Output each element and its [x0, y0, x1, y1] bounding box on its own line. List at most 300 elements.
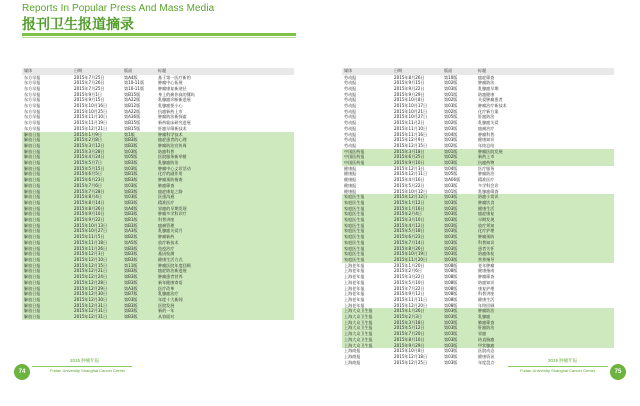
cell-title: 年终总结: [476, 143, 614, 149]
cell-title: 医疗服务: [476, 166, 614, 172]
cell-title: 新药临床研究进展: [156, 120, 294, 126]
cell-media: 解放日报: [22, 240, 72, 246]
cell-title: 抗癌药物: [476, 160, 614, 166]
cell-page: 第03版: [442, 200, 476, 206]
cell-page: 第B3版: [122, 274, 156, 280]
cell-title: 科普讲座: [156, 217, 294, 223]
cell-title: 肺癌筛查: [476, 320, 614, 326]
cell-title: 肿瘤医院发展: [476, 149, 614, 155]
cell-date: 2015年8月4日: [72, 194, 122, 200]
cell-page: 第10版: [442, 75, 476, 81]
cell-title: 乳腺癌早期: [476, 86, 614, 92]
cell-page: 第B3版: [122, 251, 156, 257]
cell-title: 乳腺癌要小心: [156, 103, 294, 109]
cell-title: 康复护理: [476, 286, 614, 292]
cell-date: 2015年1月16日: [392, 206, 442, 212]
cell-title: 医患沟通: [156, 194, 294, 200]
cell-title: 医疗改革: [156, 286, 294, 292]
cell-media: 上海老年报: [342, 291, 392, 297]
cell-date: 2015年12月15日: [72, 263, 122, 269]
cell-media: 解放日报: [22, 211, 72, 217]
cell-media: 健康报: [342, 166, 392, 172]
cell-title: 科普知识: [476, 240, 614, 246]
cell-date: 2015年9月12日: [392, 291, 442, 297]
cell-page: 第A4版: [122, 75, 156, 81]
cell-page: 第A22版: [122, 97, 156, 103]
cell-date: 2015年7月20日: [392, 331, 442, 337]
cell-title: 健康生活方式: [156, 257, 294, 263]
cell-media: 家庭医生报: [342, 240, 392, 246]
cell-page: 第B7版: [122, 291, 156, 297]
cell-page: 第05版: [122, 154, 156, 160]
cell-title: 精准医疗: [476, 177, 614, 183]
cell-page: 第08版: [442, 286, 476, 292]
cell-title: 健康资讯: [476, 354, 614, 360]
cell-date: 2015年8月26日: [392, 246, 442, 252]
cell-page: 第03版: [442, 103, 476, 109]
cell-title: 健康生活: [476, 206, 614, 212]
cell-date: 2015年9月1日: [72, 92, 122, 98]
cell-date: 2015年7月22日: [392, 286, 442, 292]
cell-date: 2015年5月18日: [392, 228, 442, 234]
cell-date: 2015年3月28日: [72, 149, 122, 155]
cell-media: 劳动报: [342, 137, 392, 143]
cell-title: 肿瘤防治: [476, 171, 614, 177]
cell-page: 第B15版: [122, 120, 156, 126]
cell-title: 癌痛管理: [156, 223, 294, 229]
cell-date: 2015年8月14日: [72, 200, 122, 206]
cell-page: 第02版: [442, 143, 476, 149]
cell-media: 健康报: [342, 189, 392, 195]
cell-media: 解放日报: [22, 217, 72, 223]
cell-date: 2015年9月29日: [392, 343, 442, 349]
cell-media: 上海老年报: [342, 303, 392, 309]
column-page: 版面: [122, 68, 156, 75]
cell-media: 解放日报: [22, 286, 72, 292]
cell-title: 肺癌筛查: [156, 183, 294, 189]
cell-title: 健康生活: [476, 297, 614, 303]
cell-media: 解放日报: [22, 223, 72, 229]
cell-media: 劳动报: [342, 143, 392, 149]
cell-date: 2015年8月26日: [392, 75, 442, 81]
cell-date: 2015年9月22日: [72, 217, 122, 223]
cell-title: 健康指南: [476, 268, 614, 274]
cell-page: 第04版: [442, 166, 476, 172]
cell-title: 肿瘤饮食: [476, 200, 614, 206]
header-title-zh: 报刊卫生报道摘录: [22, 17, 134, 33]
cell-title: 科普讲座: [476, 291, 614, 297]
cell-page: 第11版: [122, 263, 156, 269]
cell-title: 免疫治疗: [156, 246, 294, 252]
cell-page: 第03版: [122, 166, 156, 172]
cell-media: 上海大众卫生报: [342, 337, 392, 343]
cell-media: 东方早报: [22, 80, 72, 86]
cell-date: 2015年12月3日: [72, 251, 122, 257]
cell-title: 防癌知识: [476, 280, 614, 286]
cell-media: 中国医药报: [342, 149, 392, 155]
cell-page: 第B3版: [122, 137, 156, 143]
cell-page: 第03版: [442, 331, 476, 337]
cell-media: 解放日报: [22, 263, 72, 269]
cell-media: 上海大众卫生报: [342, 314, 392, 320]
cell-page: 第02版: [442, 154, 476, 160]
cell-page: 第B3版: [122, 200, 156, 206]
cell-date: 2015年11月16日: [392, 132, 442, 138]
cell-title: 胃癌: [476, 331, 614, 337]
cell-title: 放疗新技术: [156, 240, 294, 246]
cell-media: 上海大众卫生报: [342, 325, 392, 331]
cell-media: 东方早报: [22, 109, 72, 115]
left-media-table: [22, 68, 294, 320]
cell-date: 2015年8月10日: [392, 337, 442, 343]
cell-title: 肿瘤防治: [476, 80, 614, 86]
cell-media: 解放日报: [22, 154, 72, 160]
cell-page: 第03版: [442, 217, 476, 223]
cell-title: 老年肿瘤: [476, 263, 614, 269]
cell-media: 上海老年报: [342, 297, 392, 303]
cell-date: 2015年12月11日: [392, 171, 442, 177]
cell-media: 劳动报: [342, 132, 392, 138]
cell-page: 第03版: [442, 251, 476, 257]
cell-date: 2015年12月31日: [72, 314, 122, 320]
cell-page: 第08版: [442, 280, 476, 286]
cell-date: 2015年9月10日: [392, 160, 442, 166]
cell-title: 身上的痛你真的懂吗: [156, 92, 294, 98]
cell-date: 2015年10月25日: [72, 109, 122, 115]
cell-title: 癌症康复之路: [156, 189, 294, 195]
cell-page: 第01版: [442, 149, 476, 155]
cell-media: 解放日报: [22, 143, 72, 149]
cell-media: 上海商报: [342, 354, 392, 360]
cell-page: 第B3版: [122, 189, 156, 195]
cell-title: 肿瘤科普: [476, 132, 614, 138]
cell-title: 癌症防治新进展: [156, 268, 294, 274]
cell-media: 东方早报: [22, 86, 72, 92]
cell-page: 第02版: [442, 97, 476, 103]
cell-media: 东方早报: [22, 126, 72, 132]
cell-page: 第10-11版: [122, 80, 156, 86]
cell-media: 家庭医生报: [342, 206, 392, 212]
cell-page: 第03版: [442, 160, 476, 166]
cell-media: 上海大众卫生报: [342, 343, 392, 349]
cell-media: 解放日报: [22, 228, 72, 234]
cell-date: 2015年10月17日: [392, 103, 442, 109]
left-footer-center: Fudan University Shanghai Cancer Center: [50, 368, 126, 373]
cell-page: 第03版: [442, 360, 476, 366]
cell-page: 第A3版: [122, 228, 156, 234]
cell-date: 2015年6月25日: [392, 154, 442, 160]
cell-media: 东方早报: [22, 97, 72, 103]
cell-title: 癌症患者的心理: [156, 137, 294, 143]
cell-date: 2015年10月27日: [392, 114, 442, 120]
cell-media: 解放日报: [22, 137, 72, 143]
cell-date: 2015年4月12日: [392, 223, 442, 229]
column-title: 标题: [476, 68, 614, 75]
cell-date: 2015年1月20日: [392, 263, 442, 269]
cell-page: 第B3版: [122, 160, 156, 166]
cell-title: 基于第一医疗新的: [156, 75, 294, 81]
cell-page: 第01版: [442, 189, 476, 195]
cell-media: 家庭医生报: [342, 234, 392, 240]
cell-page: 第B3版: [122, 211, 156, 217]
cell-media: 上海商报: [342, 348, 392, 354]
cell-title: 化疗护理: [476, 228, 614, 234]
cell-title: 医院服务新举措: [156, 154, 294, 160]
cell-media: 解放日报: [22, 246, 72, 252]
cell-date: 2015年11月26日: [72, 246, 122, 252]
cell-media: 劳动报: [342, 114, 392, 120]
cell-page: 第B2版: [122, 234, 156, 240]
cell-media: 家庭医生报: [342, 251, 392, 257]
cell-title: 肿瘤患者营养: [156, 274, 294, 280]
column-media: 媒体: [342, 68, 392, 75]
cell-page: 第03版: [442, 240, 476, 246]
right-footer-rule: [508, 366, 608, 367]
cell-title: 肿瘤预防指南: [156, 177, 294, 183]
cell-page: 第B3版: [122, 177, 156, 183]
cell-date: 2015年12月31日: [72, 308, 122, 314]
cell-title: 精准医疗: [156, 200, 294, 206]
cell-title: 乳腺癌关爱: [476, 120, 614, 126]
cell-page: 第B3版: [122, 268, 156, 274]
cell-media: 解放日报: [22, 308, 72, 314]
cell-media: 解放日报: [22, 280, 72, 286]
cell-page: 第03版: [442, 126, 476, 132]
cell-media: 解放日报: [22, 183, 72, 189]
cell-media: 劳动报: [342, 80, 392, 86]
cell-page: 第B3版: [122, 308, 156, 314]
cell-date: 2015年12月31日: [72, 303, 122, 309]
cell-date: 2015年7月6日: [72, 183, 122, 189]
cell-date: 2015年12月15日: [392, 143, 442, 149]
cell-title: 肿瘤医院年度回顾: [156, 263, 294, 269]
cell-title: 癌痛治疗: [476, 126, 614, 132]
cell-date: 2015年12月28日: [72, 280, 122, 286]
cell-title: 防癌小常识: [476, 194, 614, 200]
cell-title: 基因检测: [156, 251, 294, 257]
column-page: 版面: [442, 68, 476, 75]
cell-media: 解放日报: [22, 268, 72, 274]
cell-page: 第08版: [442, 297, 476, 303]
cell-date: 2015年12月24日: [72, 274, 122, 280]
cell-date: 2015年5月15日: [72, 166, 122, 172]
cell-media: 解放日报: [22, 132, 72, 138]
cell-date: 2015年9月10日: [72, 211, 122, 217]
cell-title: 乳腺癌诊断新进展: [156, 97, 294, 103]
cell-title: 肿瘤科学技术: [156, 132, 294, 138]
cell-date: 2015年11月2日: [392, 120, 442, 126]
cell-date: 2015年3月12日: [72, 143, 122, 149]
cell-media: 劳动报: [342, 120, 392, 126]
cell-page: 第03版: [442, 320, 476, 326]
cell-page: 第08版: [442, 263, 476, 269]
cell-media: 上海老年报: [342, 263, 392, 269]
cell-page: 第08版: [442, 303, 476, 309]
header-title-en: Reports In Popular Press And Mass Media: [22, 3, 215, 14]
cell-date: 2015年12月25日: [392, 360, 442, 366]
cell-page: 第A22版: [122, 109, 156, 115]
cell-page: 第08版: [442, 274, 476, 280]
cell-media: 上海商报: [342, 360, 392, 366]
cell-media: 解放日报: [22, 166, 72, 172]
cell-media: 健康报: [342, 177, 392, 183]
cell-title: 肝癌防治: [476, 114, 614, 120]
cell-date: 2015年3月22日: [392, 274, 442, 280]
cell-page: 第B3版: [122, 223, 156, 229]
cell-page: 第A4版: [122, 206, 156, 212]
cell-media: 上海老年报: [342, 268, 392, 274]
cell-media: 劳动报: [342, 97, 392, 103]
right-footer-year: 2015 肿瘤年报: [548, 358, 578, 363]
cell-title: 关爱肿瘤患者: [476, 97, 614, 103]
cell-date: 2015年12月9日: [392, 137, 442, 143]
cell-title: 年度盘点: [476, 360, 614, 366]
cell-page: 第A06版: [442, 177, 476, 183]
column-date: 日期: [72, 68, 122, 75]
right-footer-center: Fudan University Shanghai Cancer Center: [520, 368, 596, 373]
cell-title: 肝癌防治: [476, 325, 614, 331]
cell-title: 医院发展: [156, 303, 294, 309]
cell-date: 2015年1月12日: [392, 200, 442, 206]
cell-date: 2015年2月4日: [392, 211, 442, 217]
cell-title: 肿瘤防治: [476, 308, 614, 314]
cell-page: 第08版: [442, 291, 476, 297]
cell-title: 肿瘤新药: [156, 234, 294, 240]
cell-date: 2015年11月20日: [392, 257, 442, 263]
cell-page: 第03版: [122, 297, 156, 303]
cell-date: 2015年7月25日: [72, 86, 122, 92]
cell-page: 第B3版: [122, 246, 156, 252]
cell-date: 2015年9月29日: [392, 92, 442, 98]
cell-page: 第03版: [442, 211, 476, 217]
cell-date: 2015年10月21日: [392, 109, 442, 115]
cell-page: 第03版: [442, 308, 476, 314]
cell-page: 第03版: [442, 194, 476, 200]
cell-title: 防癌体检: [476, 251, 614, 257]
cell-media: 解放日报: [22, 160, 72, 166]
cell-page: 第A36版: [122, 114, 156, 120]
cell-media: 解放日报: [22, 251, 72, 257]
left-footer-year: 2015 肿瘤年报: [70, 358, 100, 363]
cell-title: 肿瘤预防: [476, 234, 614, 240]
cell-media: 解放日报: [22, 189, 72, 195]
cell-date: 2015年3月18日: [392, 320, 442, 326]
cell-title: 乳腺癌筛查: [476, 189, 614, 195]
cell-date: 2015年9月15日: [72, 97, 122, 103]
cell-page: 第03版: [442, 223, 476, 229]
cell-date: 2015年5月7日: [72, 160, 122, 166]
cell-title: 化疗的副作用: [156, 171, 294, 177]
cell-media: 东方早报: [22, 103, 72, 109]
cell-date: 2015年3月10日: [392, 217, 442, 223]
cell-title: 肿瘤中心拓展: [156, 80, 294, 86]
cell-date: 2015年10月13日: [72, 223, 122, 229]
cell-date: 2015年9月15日: [392, 80, 442, 86]
cell-title: 癌症筛查: [476, 75, 614, 81]
cell-date: 2015年4月24日: [72, 154, 122, 160]
cell-date: 2015年12月30日: [72, 291, 122, 297]
cell-page: 第03版: [442, 348, 476, 354]
cell-title: 健康知识: [476, 137, 614, 143]
cell-page: 第05版: [442, 171, 476, 177]
cell-title: 化疗新方案: [476, 109, 614, 115]
cell-date: 2015年12月21日: [72, 268, 122, 274]
cell-media: 家庭医生报: [342, 217, 392, 223]
cell-media: 中国医药报: [342, 154, 392, 160]
cell-page: 第03版: [442, 137, 476, 143]
cell-date: 2015年5月22日: [392, 183, 442, 189]
cell-title: 乳腺癌: [476, 314, 614, 320]
cell-page: 第05版: [442, 114, 476, 120]
cell-page: 第B3版: [122, 303, 156, 309]
right-media-table: [342, 68, 614, 365]
cell-page: 第B3版: [122, 257, 156, 263]
cell-title: 新的一年: [156, 308, 294, 314]
header-rule: [22, 33, 296, 36]
cell-date: 2015年2月3日: [392, 314, 442, 320]
cell-media: 解放日报: [22, 314, 72, 320]
header-rule-thin: [22, 37, 296, 38]
cell-date: 2015年4月16日: [392, 177, 442, 183]
cell-page: 第03版: [442, 354, 476, 360]
cell-page: 第B3版: [122, 143, 156, 149]
cell-date: 2015年10月8日: [392, 97, 442, 103]
cell-title: 医院动态: [476, 348, 614, 354]
cell-media: 东方早报: [22, 114, 72, 120]
cell-date: 2015年12月20日: [392, 303, 442, 309]
cell-media: 解放日报: [22, 257, 72, 263]
cell-date: 2015年9月22日: [392, 86, 442, 92]
cell-title: 乳腺癌关爱月: [156, 228, 294, 234]
cell-page: 第01版: [442, 92, 476, 98]
cell-page: 第03版: [122, 183, 156, 189]
cell-title: 乳腺癌治疗: [156, 291, 294, 297]
cell-date: 2015年1月26日: [392, 308, 442, 314]
cell-title: 肿瘤防治新探索: [156, 114, 294, 120]
cell-page: 第03版: [442, 246, 476, 252]
cell-date: 2015年11月19日: [72, 120, 122, 126]
cell-page: 第A3版: [122, 286, 156, 292]
cell-media: 上海大众卫生报: [342, 308, 392, 314]
cell-page: 第A5版: [122, 240, 156, 246]
cell-title: 抗癌新药上市: [156, 109, 294, 115]
left-page-number: 74: [14, 364, 30, 380]
cell-title: 甲状腺癌: [476, 343, 614, 349]
cell-date: 2015年10月16日: [72, 103, 122, 109]
cell-media: 解放日报: [22, 194, 72, 200]
cell-media: 解放日报: [22, 149, 72, 155]
cell-media: 解放日报: [22, 291, 72, 297]
cell-media: 解放日报: [22, 171, 72, 177]
cell-date: 2015年10月19日: [392, 251, 442, 257]
cell-page: 第03版: [442, 228, 476, 234]
cell-title: 肿瘤多学科诊疗: [156, 211, 294, 217]
column-media: 媒体: [22, 68, 72, 75]
cell-page: 第03版: [442, 314, 476, 320]
cell-media: 东方早报: [22, 75, 72, 81]
cell-title: 肿瘤中心义诊活动: [156, 166, 294, 172]
cell-title: 年度十大新闻: [156, 297, 294, 303]
cell-media: 东方早报: [22, 120, 72, 126]
cell-page: 第03版: [442, 337, 476, 343]
cell-page: 第03版: [442, 343, 476, 349]
cell-media: 解放日报: [22, 234, 72, 240]
cell-title: 放疗须知: [476, 223, 614, 229]
cell-title: 胃癌的早期发现: [156, 206, 294, 212]
cell-date: 2015年7月14日: [392, 240, 442, 246]
cell-date: 2015年6月5日: [72, 171, 122, 177]
cell-title: 肿瘤治疗新技术: [476, 103, 614, 109]
